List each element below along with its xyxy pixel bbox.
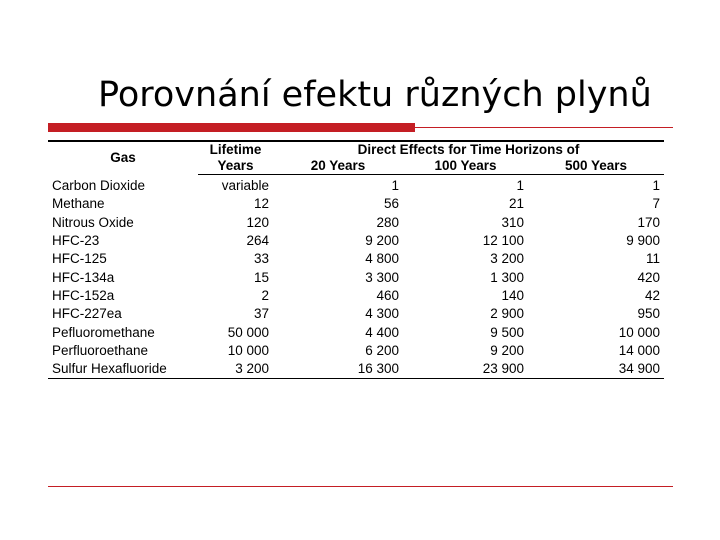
cell-lifetime: 10 000 bbox=[227, 342, 269, 358]
cell-20-years: 4 800 bbox=[365, 251, 399, 267]
cell-lifetime: 50 000 bbox=[227, 324, 269, 340]
cell-500-years: 34 900 bbox=[528, 360, 664, 379]
cell-lifetime: 3 200 bbox=[198, 360, 273, 379]
cell-lifetime: 2 bbox=[261, 287, 269, 303]
cell-lifetime: 15 bbox=[253, 269, 269, 285]
cell-100-years: 12 100 bbox=[482, 233, 524, 249]
header-500-years: 500 Years bbox=[528, 158, 664, 175]
header-100-years: 100 Years bbox=[403, 158, 528, 175]
header-gas: Gas bbox=[48, 141, 198, 175]
cell-20-years: 6 200 bbox=[365, 342, 399, 358]
table-row bbox=[48, 287, 664, 305]
table-row bbox=[48, 305, 664, 323]
table-row bbox=[48, 268, 664, 286]
cell-20-years: 56 bbox=[383, 196, 399, 212]
table-body bbox=[48, 175, 664, 379]
title-accent-bar bbox=[48, 123, 415, 132]
cell-lifetime: 37 bbox=[253, 306, 269, 322]
gas-comparison-table bbox=[48, 140, 664, 379]
cell-100-years: 9 500 bbox=[490, 324, 524, 340]
cell-gas: Methane bbox=[52, 196, 105, 212]
cell-20-years: 4 300 bbox=[365, 306, 399, 322]
cell-20-years: 3 300 bbox=[365, 269, 399, 285]
cell-gas: HFC-125 bbox=[52, 251, 107, 267]
table-row bbox=[48, 360, 664, 379]
footer-rule bbox=[48, 486, 673, 487]
cell-500-years: 42 bbox=[644, 287, 660, 303]
title-rule bbox=[415, 127, 673, 128]
header-lifetime-years: Years bbox=[198, 158, 273, 175]
cell-100-years: 3 200 bbox=[490, 251, 524, 267]
table-header-row bbox=[48, 141, 664, 158]
cell-500-years: 1 bbox=[652, 178, 660, 194]
cell-20-years: 9 200 bbox=[365, 233, 399, 249]
table-row bbox=[48, 323, 664, 341]
cell-20-years: 1 bbox=[391, 178, 399, 194]
cell-lifetime: 264 bbox=[246, 233, 269, 249]
cell-gas: HFC-134a bbox=[52, 269, 115, 285]
cell-gas: HFC-23 bbox=[52, 233, 100, 249]
cell-lifetime: 120 bbox=[246, 214, 269, 230]
cell-500-years: 9 900 bbox=[626, 233, 660, 249]
cell-100-years: 310 bbox=[501, 214, 524, 230]
cell-lifetime: 12 bbox=[253, 196, 269, 212]
cell-100-years: 2 900 bbox=[490, 306, 524, 322]
cell-gas: Perfluoroethane bbox=[52, 342, 149, 358]
cell-500-years: 10 000 bbox=[618, 324, 660, 340]
table-row bbox=[48, 214, 664, 232]
cell-20-years: 460 bbox=[376, 287, 399, 303]
table-row bbox=[48, 175, 664, 196]
cell-500-years: 170 bbox=[637, 214, 660, 230]
header-direct-effects: Direct Effects for Time Horizons of bbox=[273, 141, 664, 158]
cell-500-years: 950 bbox=[637, 306, 660, 322]
cell-100-years: 23 900 bbox=[403, 360, 528, 379]
cell-100-years: 9 200 bbox=[490, 342, 524, 358]
table-row bbox=[48, 250, 664, 268]
cell-lifetime: variable bbox=[221, 178, 269, 194]
cell-100-years: 140 bbox=[501, 287, 524, 303]
cell-gas: Pefluoromethane bbox=[52, 324, 155, 340]
cell-100-years: 1 300 bbox=[490, 269, 524, 285]
table-row bbox=[48, 342, 664, 360]
cell-gas: Nitrous Oxide bbox=[52, 214, 134, 230]
cell-gas: Carbon Dioxide bbox=[52, 177, 146, 193]
header-lifetime: Lifetime bbox=[198, 141, 273, 158]
cell-500-years: 420 bbox=[637, 269, 660, 285]
table-row bbox=[48, 232, 664, 250]
header-20-years: 20 Years bbox=[273, 158, 403, 175]
cell-gas: Sulfur Hexafluoride bbox=[48, 360, 198, 379]
table-row bbox=[48, 195, 664, 213]
cell-gas: HFC-152a bbox=[52, 287, 115, 303]
cell-20-years: 280 bbox=[376, 214, 399, 230]
cell-20-years: 4 400 bbox=[365, 324, 399, 340]
cell-500-years: 11 bbox=[645, 251, 660, 267]
cell-100-years: 1 bbox=[516, 178, 524, 194]
cell-500-years: 14 000 bbox=[618, 342, 660, 358]
cell-lifetime: 33 bbox=[253, 251, 269, 267]
cell-500-years: 7 bbox=[652, 196, 660, 212]
cell-gas: HFC-227ea bbox=[52, 306, 122, 322]
cell-100-years: 21 bbox=[508, 196, 524, 212]
slide-title: Porovnání efektu různých plynů bbox=[98, 75, 652, 115]
cell-20-years: 16 300 bbox=[273, 360, 403, 379]
